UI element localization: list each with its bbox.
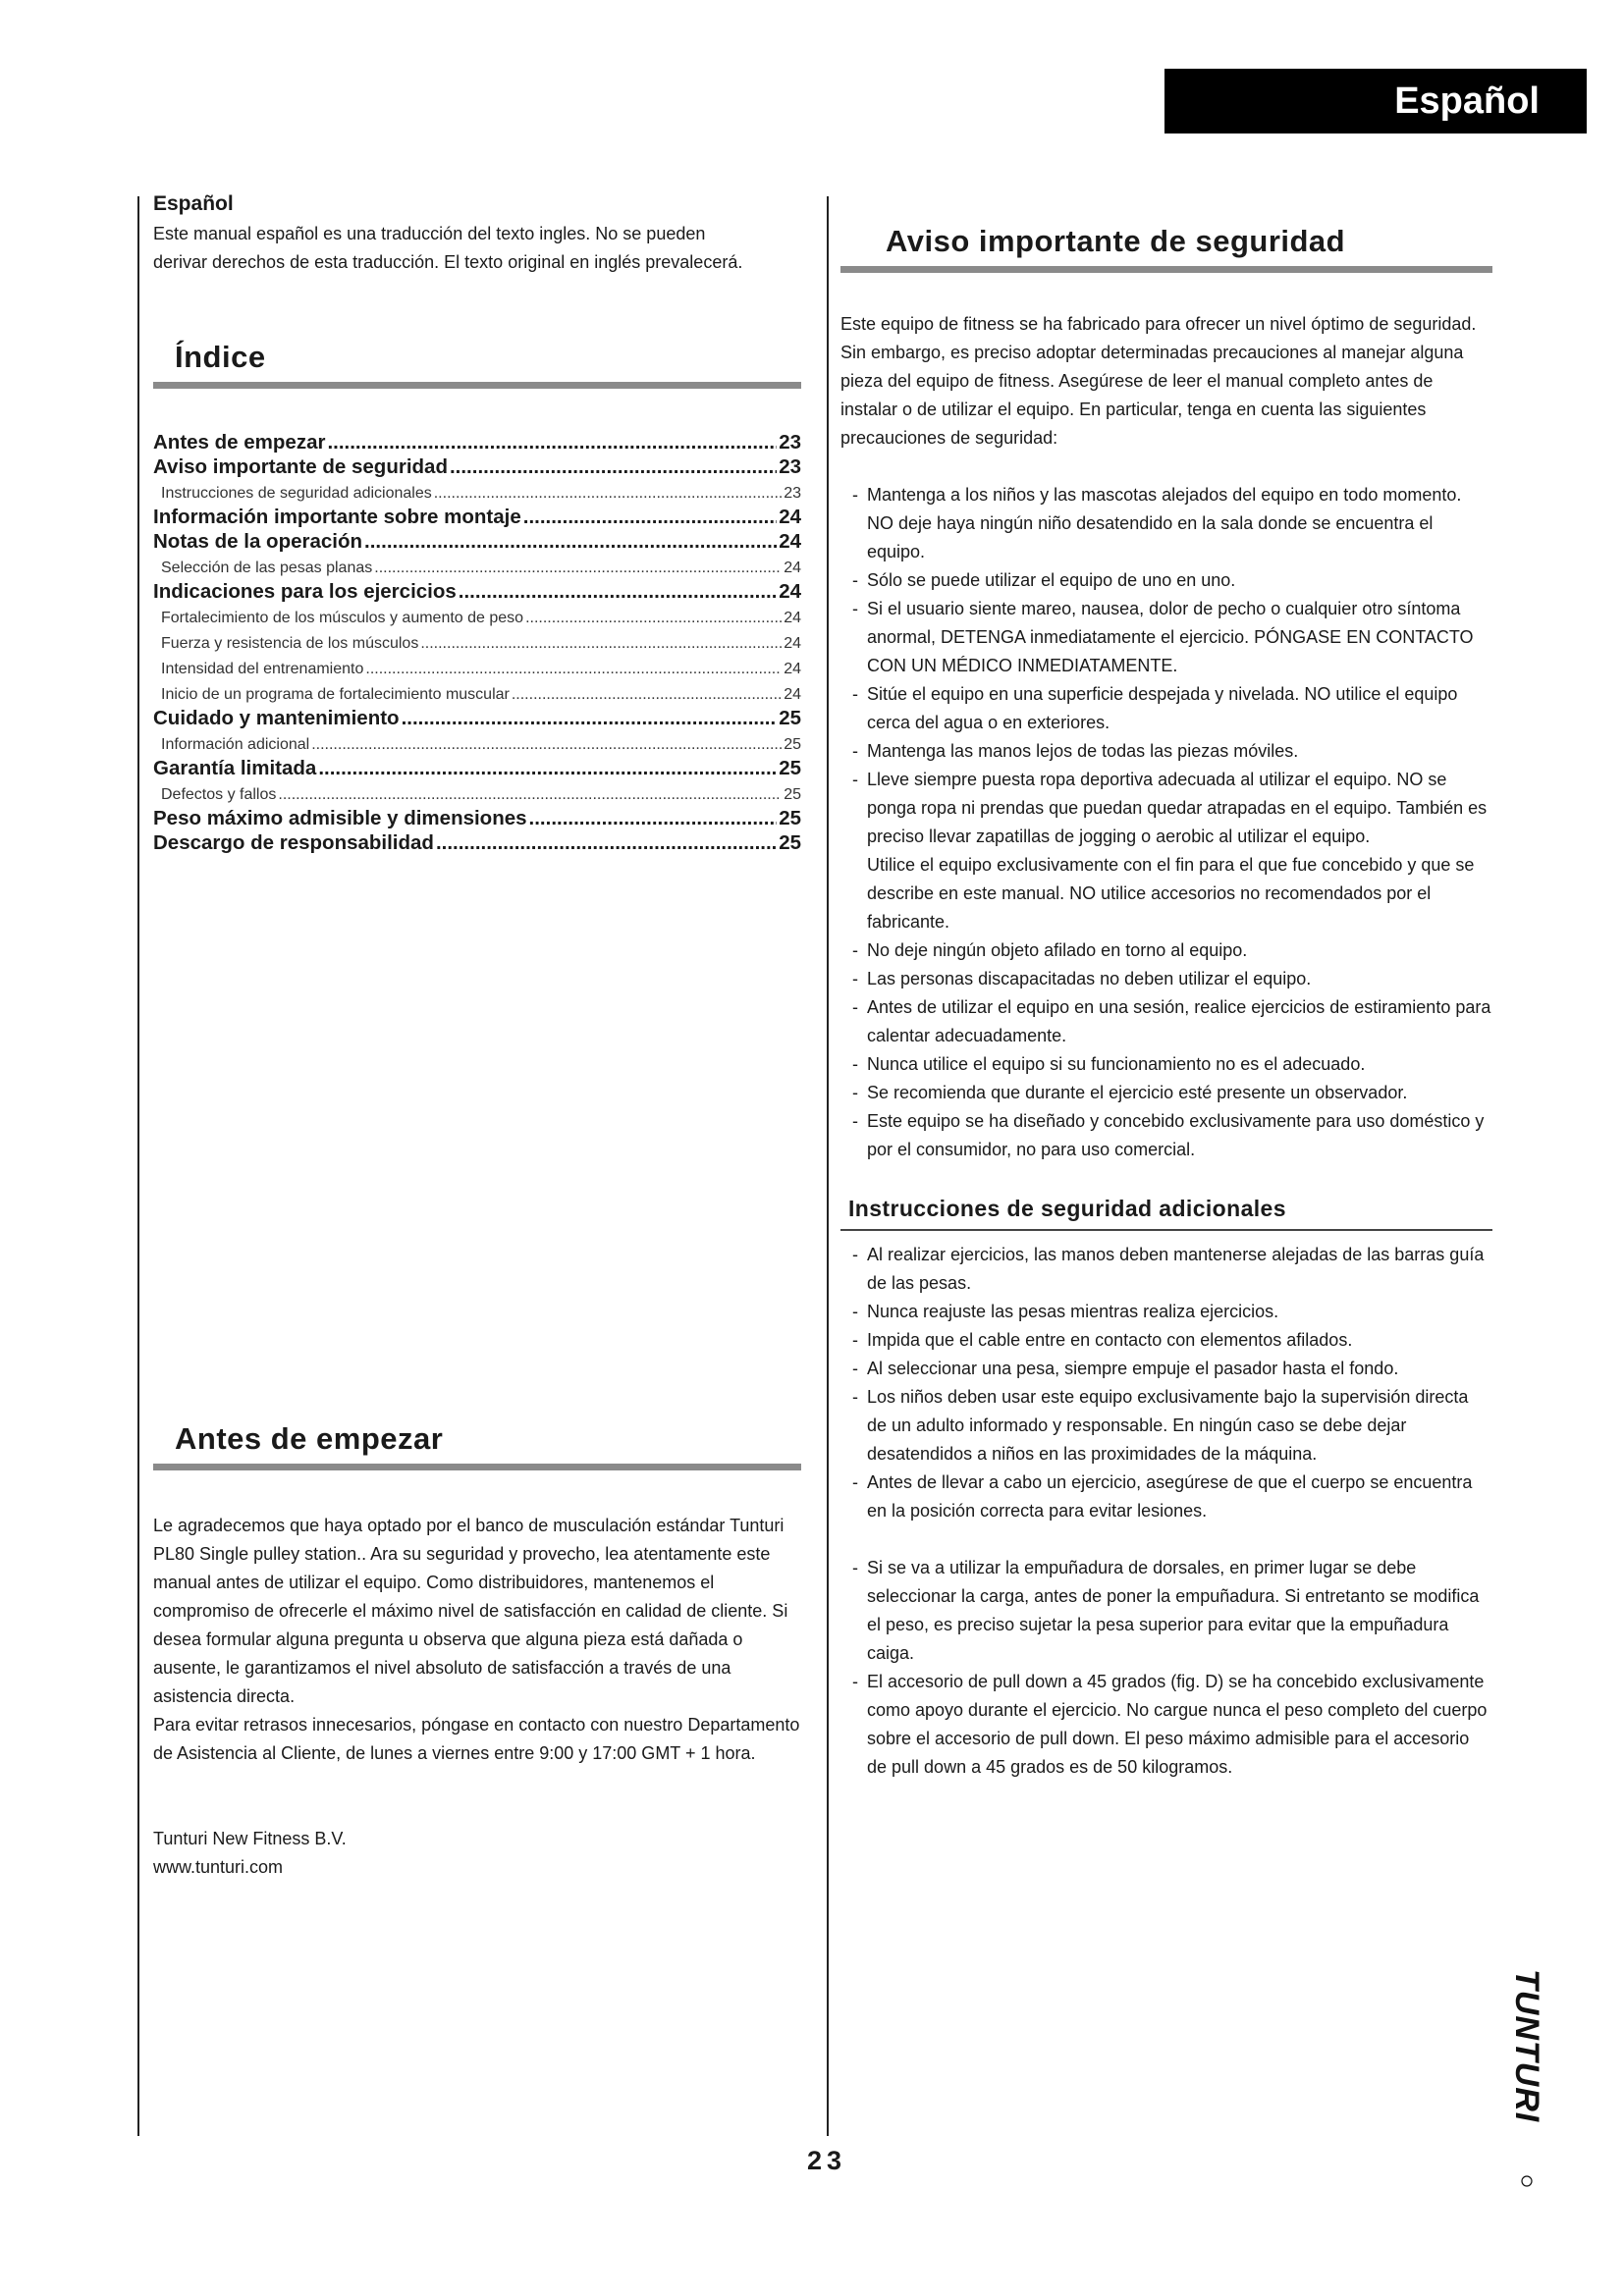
toc-label: Fuerza y resistencia de los músculos [161,635,419,652]
toc-label: Indicaciones para los ejercicios [153,580,457,603]
list-item: - Nunca utilice el equipo si su funcionamiento no es el adecuado. [840,1050,1492,1079]
language-tab: Español [1164,69,1587,133]
toc-label: Cuidado y mantenimiento [153,707,400,729]
toc-leader [512,684,782,706]
before-start-title: Antes de empezar [175,1421,444,1456]
toc-label: Defectos y fallos [161,786,277,803]
toc-page: 23 [779,455,801,478]
toc-leader [529,806,778,830]
toc-subentry [153,784,801,806]
toc-page: 24 [784,560,801,576]
list-item: Utilice el equipo exclusivamente con el fin para el que fue concebido y que se describe en este manual. NO utilice accesorios no recomendados por el fabricante. [867,855,1475,932]
website: www.tunturi.com [153,1857,284,1877]
toc-leader [436,830,777,855]
center-column-rule [827,196,829,2136]
toc-subentry [153,684,801,706]
list-item: - Los niños deben usar este equipo exclusivamente bajo la supervisión directa de un adulto informado y responsable. En ningún caso se debe dejar desatendidos a niños en las proximidades de la máquina. [840,1383,1492,1468]
list-item: - Sólo se puede utilizar el equipo de uno en uno. [840,566,1492,595]
toc-page: 25 [779,831,801,854]
toc-page: 25 [784,736,801,753]
toc-entry [153,756,801,780]
toc-page: 25 [779,807,801,829]
list-item: - Mantenga las manos lejos de todas las piezas móviles. [840,737,1492,766]
toc-label: Fortalecimiento de los músculos y aumento de peso [161,610,524,626]
toc-label: Aviso importante de seguridad [153,455,448,478]
toc-subentry [153,483,801,505]
toc-leader [278,784,782,806]
list-item: - Antes de llevar a cabo un ejercicio, asegúrese de que el cuerpo se encuentra en la posición correcta para evitar lesiones. [840,1468,1492,1525]
toc-entry [153,806,801,830]
list-item: - Si se va a utilizar la empuñadura de dorsales, en primer lugar se debe seleccionar la carga, antes de poner la empuñadura. Si entretanto se modifica el peso, es preciso sujetar la pesa superior para evitar que la empuñadura caiga. [840,1554,1492,1668]
toc-page: 25 [784,786,801,803]
intro-title: Español [153,192,234,215]
toc-leader [311,734,782,756]
before-start-paragraph: Le agradecemos que haya optado por el banco de musculación estándar Tunturi PL80 Single pulley station.. Ara su seguridad y provecho, lea atentamente este manual antes de utilizar el equipo. Como distribuidores, mantenemos el compromiso de ofrecerle el máximo nivel de satisfacción en calidad de cliente. Si desea formular alguna pregunta u observa que alguna pieza está dañada o ausente, le garantizamos el nivel absoluto de satisfacción a través de una asistencia directa. [153,1516,788,1706]
toc-page: 24 [779,530,801,553]
toc-label: Inicio de un programa de fortalecimiento muscular [161,686,510,703]
safety-title: Aviso importante de seguridad [886,224,1346,258]
toc-subentry [153,558,801,579]
safety-list [840,481,1492,1164]
right-column [840,222,1492,1782]
toc-leader [523,505,777,529]
toc-label: Intensidad del entrenamiento [161,661,364,677]
toc-label: Garantía limitada [153,757,317,779]
toc-entry [153,579,801,604]
list-item: - Lleve siempre puesta ropa deportiva adecuada al utilizar el equipo. NO se ponga ropa ni prendas que puedan quedar atrapadas en el equipo. También es preciso llevar zapatillas de jogging o aerobic al utilizar el equipo. [840,766,1492,851]
list-item: - Al seleccionar una pesa, siempre empuje el pasador hasta el fondo. [840,1355,1492,1383]
list-item: - Nunca reajuste las pesas mientras realiza ejercicios. [840,1298,1492,1326]
toc-page: 25 [779,757,801,779]
toc-leader [327,430,777,454]
tunturi-logo [1502,1963,1551,2189]
registered-mark-icon [1522,2176,1532,2186]
list-item: - Si el usuario siente mareo, nausea, dolor de pecho o cualquier otro síntoma anormal, DETENGA inmediatamente el ejercicio. PÓNGASE EN CONTACTO CON UN MÉDICO INMEDIATAMENTE. [840,595,1492,680]
toc-leader [420,633,782,655]
toc-entry [153,529,801,554]
toc-page: 23 [784,485,801,502]
toc-entry [153,454,801,479]
toc-leader [525,608,782,629]
safety-title-rule [840,266,1492,273]
table-of-contents [153,430,801,855]
toc-leader [365,659,782,680]
toc-page: 24 [784,686,801,703]
toc-leader [374,558,782,579]
list-item: - Impida que el cable entre en contacto con elementos afilados. [840,1326,1492,1355]
toc-label: Información adicional [161,736,310,753]
left-column-rule [137,196,139,2136]
toc-page: 24 [779,506,801,528]
before-start-paragraph: Para evitar retrasos innecesarios, póngase en contacto con nuestro Departamento de Asistencia al Cliente, de lunes a viernes entre 9:00 y 17:00 GMT + 1 hora. [153,1715,800,1763]
toc-leader [318,756,777,780]
toc-page: 23 [779,431,801,454]
list-item: - Sitúe el equipo en una superficie despejada y nivelada. NO utilice el equipo cerca del agua o en exteriores. [840,680,1492,737]
toc-entry [153,505,801,529]
before-start-section [153,1419,801,1882]
toc-label: Antes de empezar [153,431,326,454]
list-item: - No deje ningún objeto afilado en torno al equipo. [840,936,1492,965]
page-number: 23 [806,2146,847,2175]
toc-page: 24 [784,661,801,677]
toc-page: 25 [779,707,801,729]
toc-label: Notas de la operación [153,530,363,553]
intro-text: Este manual español es una traducción del texto ingles. No se pueden derivar derechos de esta traducción. El texto original en inglés prevalecerá. [153,224,743,272]
toc-label: Selección de las pesas planas [161,560,373,576]
toc-entry [153,706,801,730]
tunturi-logo-text: TUNTURI [1508,1969,1545,2123]
additional-list [840,1241,1492,1782]
list-item: - Antes de utilizar el equipo en una sesión, realice ejercicios de estiramiento para calentar adecuadamente. [840,993,1492,1050]
additional-title: Instrucciones de seguridad adicionales [848,1196,1286,1221]
toc-leader [459,579,777,604]
list-item: - El accesorio de pull down a 45 grados (fig. D) se ha concebido exclusivamente como apoyo durante el ejercicio. No cargue nunca el peso completo del cuerpo sobre el accesorio de pull down. El peso máximo admisible para el accesorio de pull down a 45 grados es de 50 kilogramos. [840,1668,1492,1782]
toc-leader [434,483,782,505]
company-name: Tunturi New Fitness B.V. [153,1829,347,1848]
list-item: - Se recomienda que durante el ejercicio esté presente un observador. [840,1079,1492,1107]
toc-subentry [153,734,801,756]
toc-subentry [153,659,801,680]
toc-subentry [153,633,801,655]
toc-leader [450,454,777,479]
toc-label: Instrucciones de seguridad adicionales [161,485,432,502]
index-title: Índice [175,340,266,374]
toc-page: 24 [784,635,801,652]
toc-subentry [153,608,801,629]
index-title-rule [153,382,801,389]
safety-intro: Este equipo de fitness se ha fabricado para ofrecer un nivel óptimo de seguridad. Sin embargo, es preciso adoptar determinadas precauciones al manejar alguna pieza del equipo de fitness. Asegúrese de leer el manual completo antes de instalar o de utilizar el equipo. En particular, tenga en cuenta las siguientes precauciones de seguridad: [840,314,1477,448]
toc-label: Peso máximo admisible y dimensiones [153,807,527,829]
toc-label: Descargo de responsabilidad [153,831,434,854]
list-item: - Mantenga a los niños y las mascotas alejados del equipo en todo momento. NO deje haya ningún niño desatendido en la sala donde se encuentra el equipo. [840,481,1492,566]
toc-entry [153,830,801,855]
toc-leader [364,529,777,554]
list-item: - Las personas discapacitadas no deben utilizar el equipo. [840,965,1492,993]
list-item: - Este equipo se ha diseñado y concebido exclusivamente para uso doméstico y por el consumidor, no para uso comercial. [840,1107,1492,1164]
toc-label: Información importante sobre montaje [153,506,521,528]
toc-entry [153,430,801,454]
toc-leader [402,706,778,730]
list-item: - Al realizar ejercicios, las manos deben mantenerse alejadas de las barras guía de las pesas. [840,1241,1492,1298]
left-column [153,192,801,855]
toc-page: 24 [784,610,801,626]
toc-page: 24 [779,580,801,603]
before-start-title-rule [153,1464,801,1470]
